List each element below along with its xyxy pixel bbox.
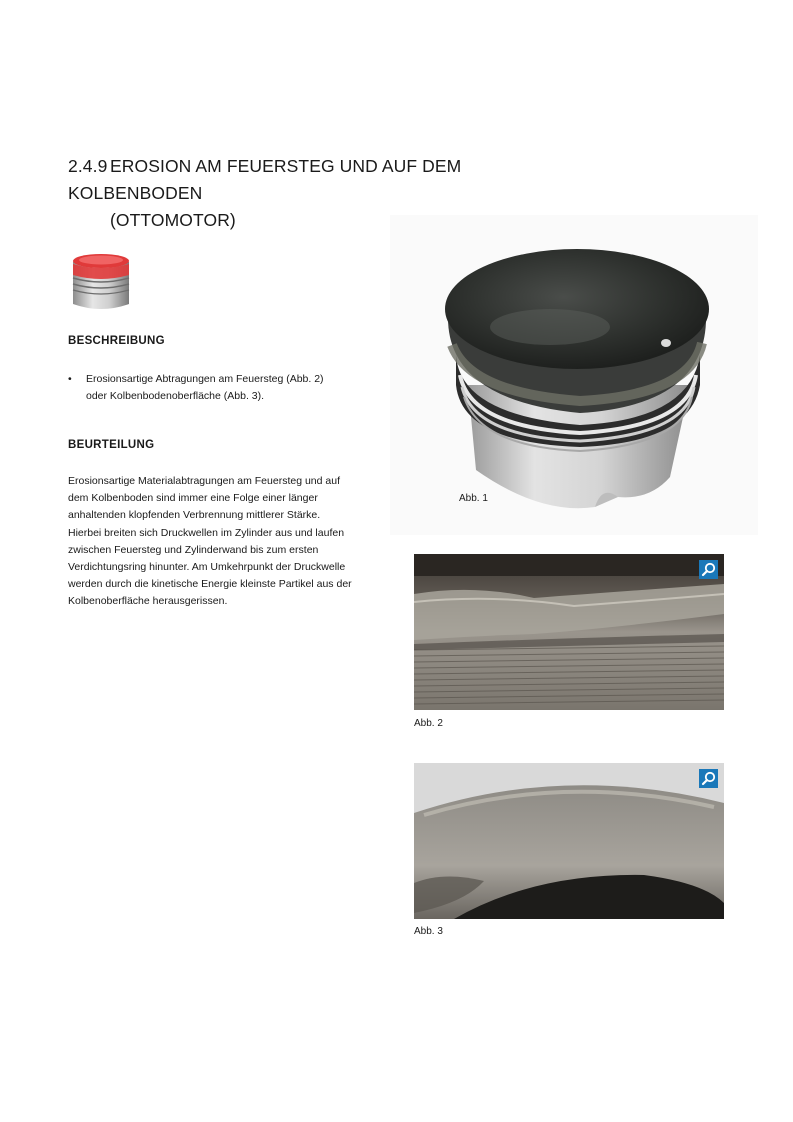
text-line: Verdichtungsring hinunter. Am Umkehrpunkt der Druckwelle [68,561,346,574]
text-line: Kolbenoberfläche herausgerissen. [68,595,228,608]
piston-thumbnail-icon [68,248,134,316]
beschreibung-heading: BESCHREIBUNG [68,335,165,347]
list-item [68,371,368,405]
text-line: werden durch die kinetische Energie kleinste Partikel aus der [68,578,352,591]
text-line: anhaltenden klopfenden Verbrennung mittlerer Stärke. [68,509,321,522]
text-line: Hierbei breiten sich Druckwellen im Zylinder aus und laufen [68,526,345,539]
figure-3-photo [414,763,724,919]
magnifier-icon [699,769,718,788]
beurteilung-heading: BEURTEILUNG [68,439,155,451]
zoom-button-abb3[interactable] [699,769,718,788]
text-line: zwischen Feuersteg und Zylinderwand bis zum ersten [68,543,319,556]
description-list [68,371,368,405]
bullet-line-2: oder Kolbenbodenoberfläche (Abb. 3). [86,390,265,402]
text-line: dem Kolbenboden sind immer eine Folge einer länger [68,492,318,505]
title-line-2: (OTTOMOTOR) [110,210,236,230]
assessment-paragraph [68,473,383,611]
figure-1-piston-photo [390,215,758,535]
zoom-button-abb2[interactable] [699,560,718,579]
section-number: 2.4.9 [68,156,108,176]
magnifier-icon [699,560,718,579]
figure-3-caption: Abb. 3 [414,926,443,937]
figure-2-caption: Abb. 2 [414,718,443,729]
text-line: Erosionsartige Materialabtragungen am Feuersteg und auf [68,475,340,487]
figure-1-caption: Abb. 1 [459,493,488,504]
title-line-1: EROSION AM FEUERSTEG UND AUF DEM KOLBENBODEN [68,156,462,203]
bullet-line-1: Erosionsartige Abtragungen am Feuersteg (Abb. 2) [86,373,324,385]
figure-2-photo [414,554,724,710]
